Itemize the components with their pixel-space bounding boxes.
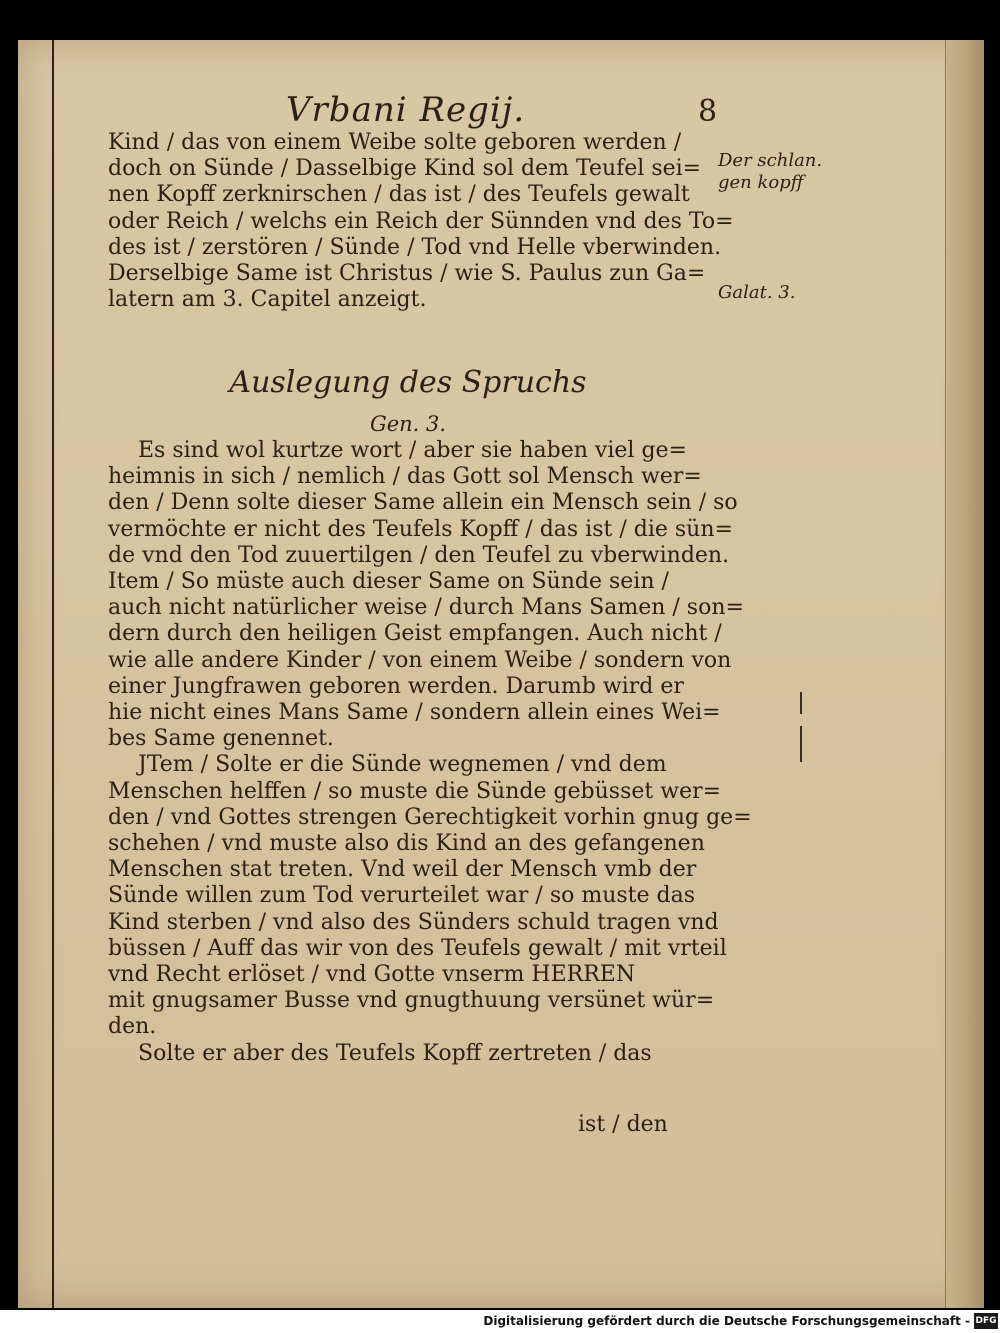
catchword: ist / den — [578, 1112, 668, 1137]
text-line: mit gnugsamer Busse vnd gnugthuung versünet wür= — [108, 988, 715, 1014]
text-line: dern durch den heiligen Geist empfangen. Auch nicht / — [108, 621, 722, 647]
footer-credit: Digitalisierung gefördert durch die Deutsche Forschungsgemeinschaft - — [483, 1314, 970, 1328]
text-line: einer Jungfrawen geboren werden. Darumb wird er — [108, 673, 684, 699]
margin-note-schlangen-kopff: Der schlan. gen kopff — [718, 150, 823, 193]
section-heading: Auslegung des Spruchs — [229, 365, 587, 400]
text-line: wie alle andere Kinder / von einem Weibe / sondern von — [108, 647, 732, 673]
text-line: büssen / Auff das wir von des Teufels gewalt / mit vrteil — [108, 935, 727, 961]
text-line: latern am 3. Capitel anzeigt. — [108, 287, 427, 313]
margin-mark — [800, 726, 802, 762]
text-line: heimnis in sich / nemlich / das Gott sol Mensch wer= — [108, 464, 702, 490]
text-line: Kind sterben / vnd also des Sünders schuld tragen vnd — [108, 909, 719, 935]
dfg-logo: DFG — [974, 1313, 998, 1329]
footer-bar — [0, 1310, 1000, 1333]
page-number: 8 — [698, 94, 718, 129]
running-head: Vrbani Regij. — [286, 90, 526, 130]
body-paragraphs — [108, 438, 752, 1067]
section-reference: Gen. 3. — [369, 412, 447, 436]
margin-mark — [800, 692, 802, 714]
text-line: bes Same genennet. — [108, 726, 334, 752]
text-line: Item / So müste auch dieser Same on Sünde sein / — [108, 569, 669, 595]
text-line: den / Denn solte dieser Same allein ein Mensch sein / so — [108, 490, 738, 516]
gutter-line — [52, 40, 54, 1308]
page-edge — [945, 40, 984, 1308]
text-line: nen Kopff zerknirschen / das ist / des Teufels gewalt — [108, 182, 690, 208]
text-line: vermöchte er nicht des Teufels Kopff / das ist / die sün= — [108, 516, 733, 542]
text-line: oder Reich / welchs ein Reich der Sünnden vnd des To= — [108, 208, 734, 234]
text-line: vnd Recht erlöset / vnd Gotte vnserm HERREN — [108, 962, 636, 988]
text-line: Derselbige Same ist Christus / wie S. Paulus zun Ga= — [108, 261, 706, 287]
text-line: Sünde willen zum Tod verurteilet war / so muste das — [108, 883, 696, 909]
text-line: Solte er aber des Teufels Kopff zertreten / das — [138, 1040, 652, 1066]
text-line: des ist / zerstören / Sünde / Tod vnd Helle vberwinden. — [108, 234, 722, 260]
text-line: hie nicht eines Mans Same / sondern allein eines Wei= — [108, 700, 721, 726]
text-line: Menschen stat treten. Vnd weil der Mensch vmb der — [108, 857, 697, 883]
text-line: JTem / Solte er die Sünde wegnemen / vnd dem — [138, 752, 667, 778]
intro-paragraph — [108, 130, 734, 313]
text-line: den. — [108, 1014, 157, 1040]
text-line: Es sind wol kurtze wort / aber sie haben viel ge= — [138, 438, 687, 463]
text-line: doch on Sünde / Dasselbige Kind sol dem Teufel sei= — [108, 156, 702, 182]
text-line: schehen / vnd muste also dis Kind an des gefangenen — [108, 831, 705, 857]
book-page — [18, 40, 984, 1308]
text-line: de vnd den Tod zuuertilgen / den Teufel zu vberwinden. — [108, 542, 730, 568]
margin-note-galater: Galat. 3. — [718, 282, 796, 303]
text-line: Menschen helffen / so muste die Sünde gebüsset wer= — [108, 778, 722, 804]
text-line: den / vnd Gottes strengen Gerechtigkeit vorhin gnug ge= — [108, 804, 752, 830]
text-line: Kind / das von einem Weibe solte geboren werden / — [108, 130, 682, 155]
text-line: auch nicht natürlicher weise / durch Mans Samen / son= — [108, 595, 744, 621]
